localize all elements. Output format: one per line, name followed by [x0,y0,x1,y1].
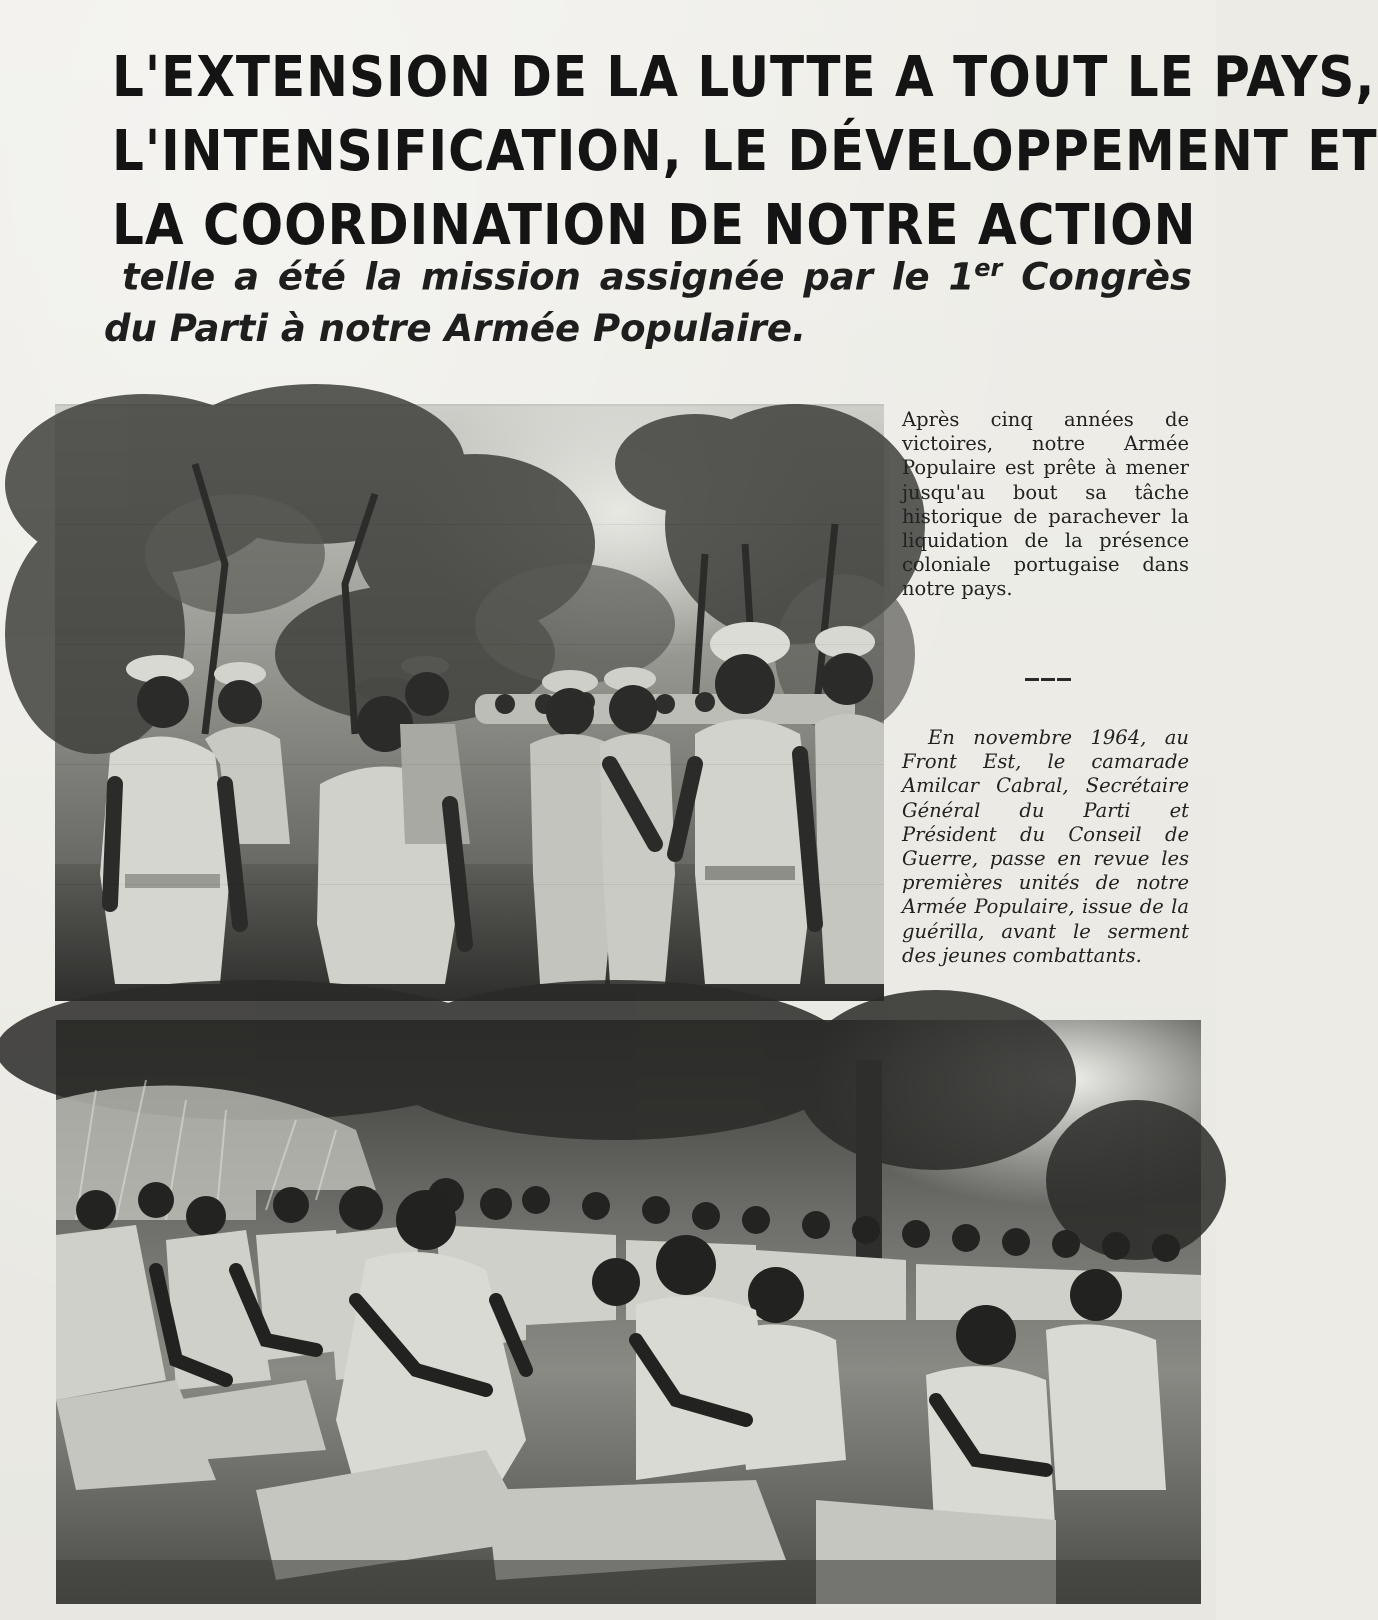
photo-kneeling-combatants-image [56,1020,1201,1604]
divider-dash [1041,678,1055,681]
photo-troop-review [55,404,884,1001]
divider-dash [1025,678,1039,681]
photo-kneeling-combatants [56,1020,1201,1604]
caption-top: Après cinq années de victoires, notre Armée Populaire est prête à mener jusqu'au bout sa tâche historique de parachever la liquidation de la présence coloniale portugaise dans notre pays. [902,408,1189,601]
headline-line-2: L'INTENSIFICATION, LE DÉVELOPPEMENT ET [112,118,1378,184]
subtitle-superscript: er [974,254,1003,282]
headline [112,40,1378,262]
subtitle-line-1-text: telle a été la mission assignée par le 1 [122,255,975,299]
headline-line-1: L'EXTENSION DE LA LUTTE A TOUT LE PAYS, [112,44,1376,110]
subtitle-line-2: du Parti à notre Armée Populaire. [104,307,807,351]
subtitle-line-1-end: Congrès [1002,255,1192,299]
divider-dash [1057,678,1071,681]
photo-troop-review-image [55,404,884,1001]
headline-line-3: LA COORDINATION DE NOTRE ACTION [112,192,1197,258]
caption-divider [1025,670,1071,674]
caption-bottom: En novembre 1964, au Front Est, le camarade Amilcar Cabral, Secrétaire Général du Parti et Président du Conseil de Guerre, passe en revue les premières unités de notre Armée Populaire, issue de la guérilla, avant le serment des jeunes combattants. [902,726,1189,967]
subtitle-line-1 [104,242,1192,303]
subtitle [104,242,1194,355]
